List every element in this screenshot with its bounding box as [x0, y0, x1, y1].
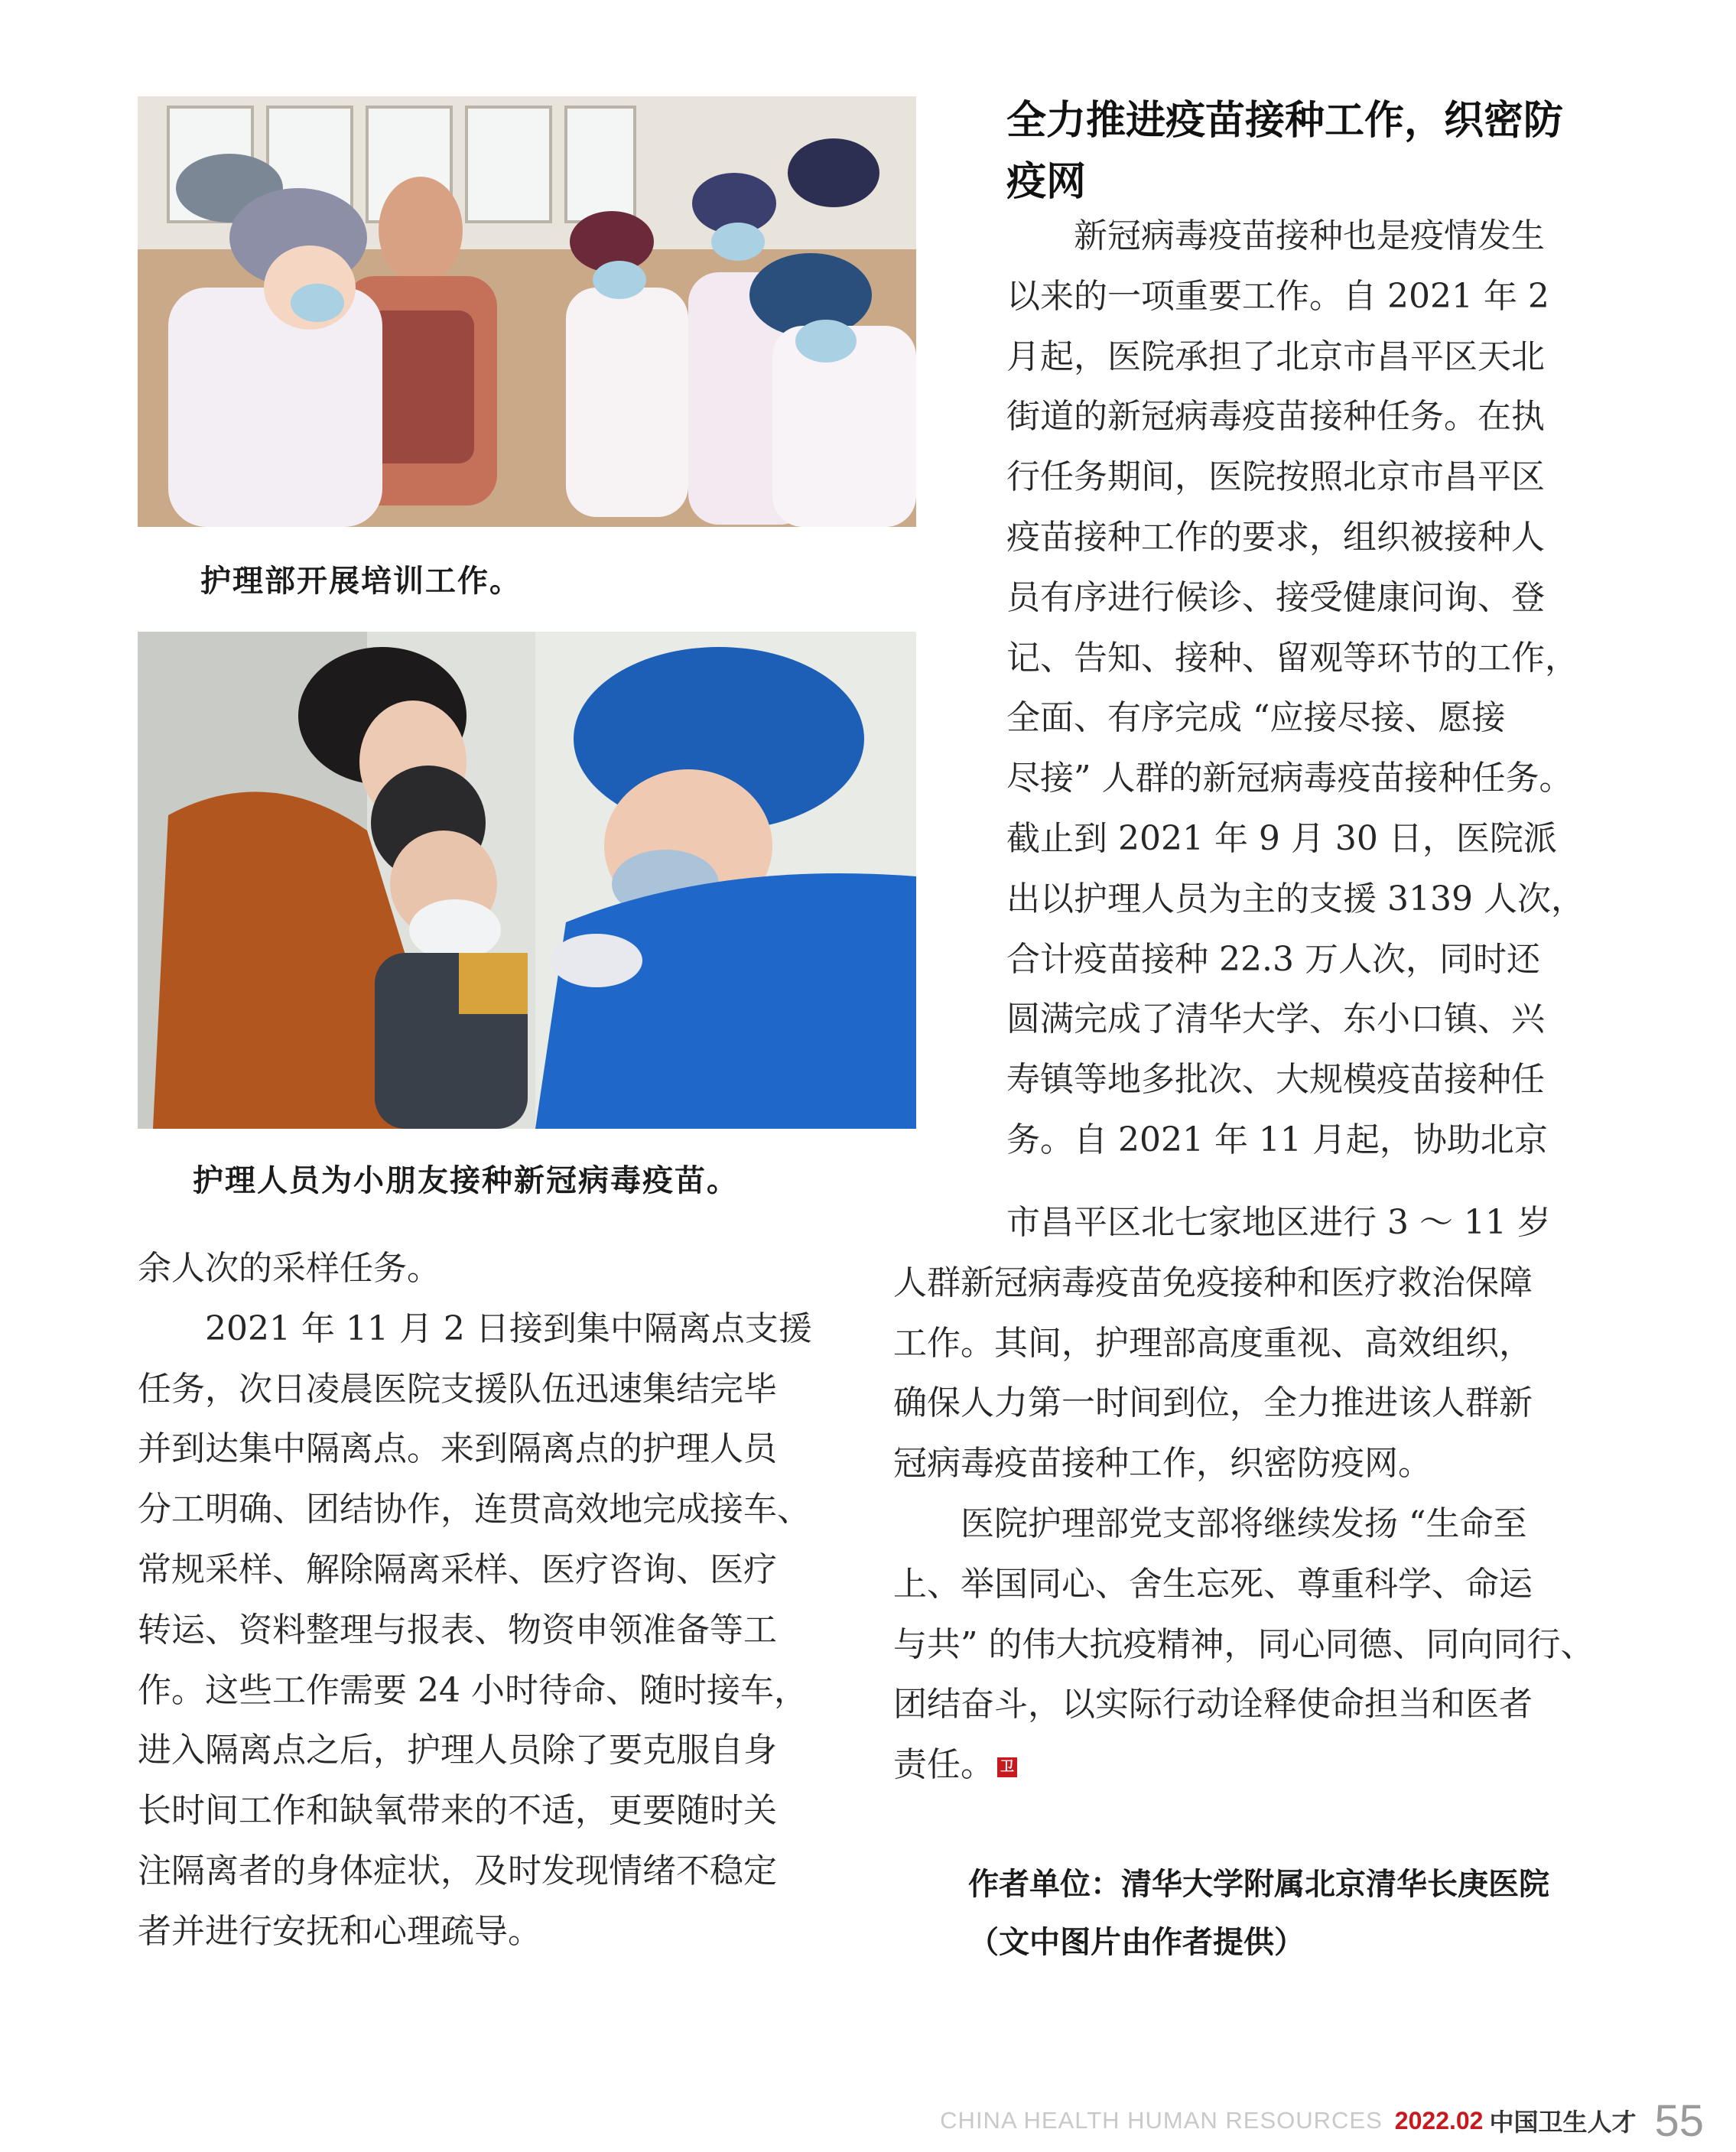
author-unit: 作者单位：清华大学附属北京清华长庚医院 — [968, 1867, 1549, 1902]
text-line: 分工明确、团结协作，连贯高效地完成接车、 — [138, 1490, 811, 1529]
text-line: 并到达集中隔离点。来到隔离点的护理人员 — [138, 1429, 777, 1469]
text-line: 余人次的采样任务。 — [138, 1249, 441, 1288]
training-photo-illustration — [138, 96, 916, 527]
page-number: 55 — [1654, 2095, 1704, 2146]
text-line: 团结奋斗，以实际行动诠释使命担当和医者 — [893, 1685, 1533, 1725]
wide-column-text — [893, 1193, 1595, 1796]
text-line: 市昌平区北七家地区进行 3 ～ 11 岁 — [1006, 1203, 1551, 1242]
text-line: 人群新冠病毒疫苗免疫接种和医疗救治保障 — [893, 1263, 1533, 1302]
text-line: 圆满完成了清华大学、东小口镇、兴 — [1006, 1000, 1545, 1039]
text-line: 任务，次日凌晨医院支援队伍迅速集结完毕 — [138, 1369, 777, 1409]
text-line: 记、告知、接种、留观等环节的工作， — [1006, 638, 1578, 678]
vaccination-photo-illustration — [138, 632, 916, 1129]
text-line: 转运、资料整理与报表、物资申领准备等工 — [138, 1610, 777, 1650]
vaccination-photo — [138, 632, 916, 1129]
text-line: 疫苗接种工作的要求，组织被接种人 — [1006, 517, 1545, 557]
text-line: 进入隔离点之后，护理人员除了要克服自身 — [138, 1731, 777, 1770]
text-line: 全面、有序完成 “应接尽接、愿接 — [1006, 698, 1506, 738]
text-line: 务。自 2021 年 11 月起，协助北京 — [1006, 1120, 1548, 1159]
text-line: 2021 年 11 月 2 日接到集中隔离点支援 — [138, 1308, 812, 1348]
footer-magazine-name: 中国卫生人才 — [1489, 2108, 1637, 2137]
text-line: 冠病毒疫苗接种工作，织密防疫网。 — [893, 1444, 1432, 1484]
text-line: 新冠病毒疫苗接种也是疫情发生 — [1006, 216, 1545, 255]
text-line: 确保人力第一时间到位，全力推进该人群新 — [893, 1383, 1533, 1423]
text-line: 作。这些工作需要 24 小时待命、随时接车， — [138, 1670, 808, 1710]
text-line: 出以护理人员为主的支援 3139 人次， — [1006, 879, 1585, 918]
text-line: 行任务期间，医院按照北京市昌平区 — [1006, 457, 1545, 497]
text-line: 常规采样、解除隔离采样、医疗咨询、医疗 — [138, 1549, 777, 1589]
text-line: 医院护理部党支部将继续发扬 “生命至 — [893, 1503, 1527, 1543]
left-column-text — [138, 1239, 826, 1962]
training-photo-caption: 护理部开展培训工作。 — [200, 564, 522, 599]
text-line: 工作。其间，护理部高度重视、高效组织， — [893, 1323, 1533, 1363]
section-heading — [1006, 90, 1588, 213]
text-line: 寿镇等地多批次、大规模疫苗接种任 — [1006, 1060, 1545, 1100]
text-line: 者并进行安抚和心理疏导。 — [138, 1911, 541, 1951]
text-line: 注隔离者的身体症状，及时发现情绪不稳定 — [138, 1851, 777, 1890]
section-heading-line: 疫网 — [1006, 159, 1087, 205]
text-line-final — [893, 1735, 1582, 1796]
end-mark-icon: 卫 — [997, 1757, 1017, 1777]
footer-issue: 2022.02 — [1394, 2106, 1484, 2134]
text-line: 截止到 2021 年 9 月 30 日，医院派 — [1006, 818, 1557, 858]
text-line: 与共” 的伟大抗疫精神，同心同德、同向同行、 — [893, 1624, 1595, 1664]
footer-english-title: CHINA HEALTH HUMAN RESOURCES — [940, 2107, 1383, 2134]
photo-credit: （文中图片由作者提供） — [968, 1925, 1305, 1960]
text-line: 上、举国同心、舍生忘死、尊重科学、命运 — [893, 1564, 1533, 1604]
text-line: 员有序进行候诊、接受健康问询、登 — [1006, 577, 1545, 617]
text-line: 长时间工作和缺氧带来的不适，更要随时关 — [138, 1791, 777, 1831]
training-photo — [138, 96, 916, 527]
text-line: 以来的一项重要工作。自 2021 年 2 — [1006, 276, 1549, 316]
right-column-text — [1006, 206, 1585, 1171]
page-footer — [924, 2094, 1704, 2147]
final-text: 责任。 — [893, 1745, 994, 1785]
text-line: 尽接” 人群的新冠病毒疫苗接种任务。 — [1006, 759, 1573, 798]
text-line: 月起，医院承担了北京市昌平区天北 — [1006, 336, 1545, 376]
vaccination-photo-caption: 护理人员为小朋友接种新冠病毒疫苗。 — [193, 1163, 739, 1198]
text-line: 合计疫苗接种 22.3 万人次，同时还 — [1006, 939, 1540, 979]
section-heading-line: 全力推进疫苗接种工作，织密防 — [1006, 98, 1564, 144]
text-line: 街道的新冠病毒疫苗接种任务。在执 — [1006, 397, 1545, 437]
